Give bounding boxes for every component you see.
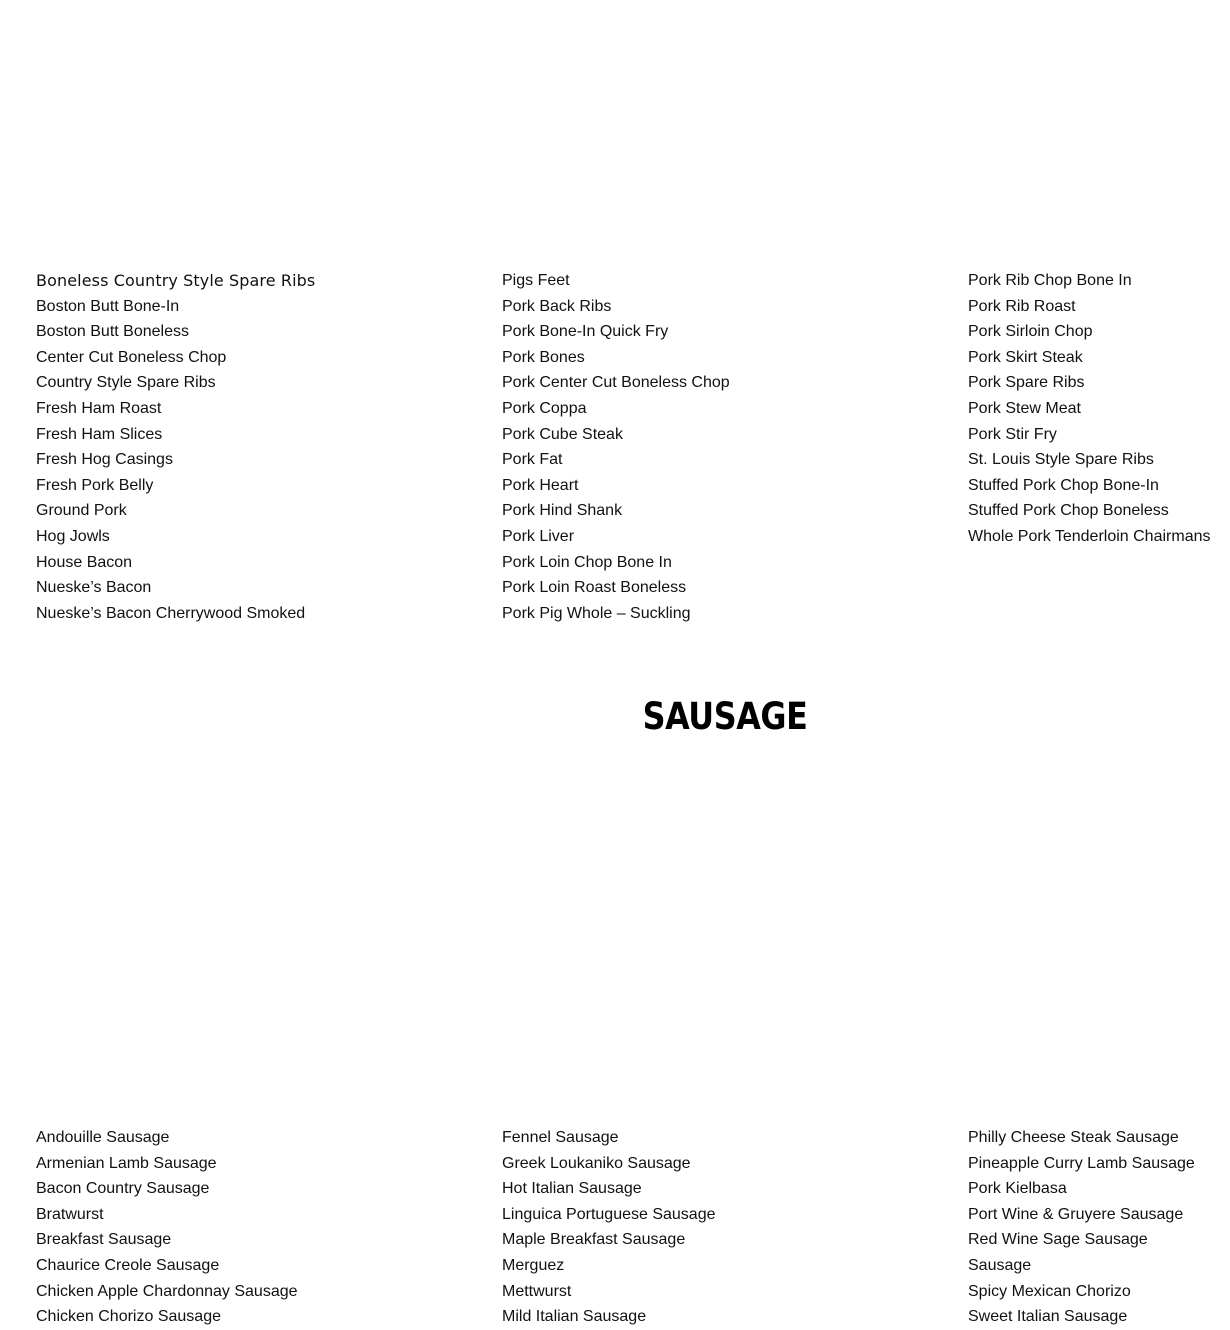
product-link[interactable]: Port Wine & Gruyere Sausage bbox=[968, 1202, 1195, 1228]
product-link[interactable]: House Bacon bbox=[36, 550, 315, 576]
product-link[interactable]: Pork Stew Meat bbox=[968, 396, 1210, 422]
product-link[interactable]: Pork Loin Roast Boneless bbox=[502, 575, 730, 601]
sausage-column-1 bbox=[36, 1125, 298, 1330]
product-link[interactable]: Ground Pork bbox=[36, 498, 315, 524]
pork-column-2 bbox=[502, 268, 730, 626]
sausage-section-heading: SAUSAGE bbox=[102, 692, 1230, 742]
product-link[interactable]: Chaurice Creole Sausage bbox=[36, 1253, 298, 1279]
product-link[interactable]: Pork Heart bbox=[502, 473, 730, 499]
product-link[interactable]: Red Wine Sage Sausage bbox=[968, 1227, 1195, 1253]
product-link[interactable]: Pineapple Curry Lamb Sausage bbox=[968, 1151, 1195, 1177]
product-link[interactable]: Pork Rib Chop Bone In bbox=[968, 268, 1210, 294]
product-link[interactable]: Pork Hind Shank bbox=[502, 498, 730, 524]
product-link[interactable]: Pork Skirt Steak bbox=[968, 345, 1210, 371]
product-link[interactable]: Breakfast Sausage bbox=[36, 1227, 298, 1253]
product-link[interactable]: Pork Coppa bbox=[502, 396, 730, 422]
product-link[interactable]: Chicken Apple Chardonnay Sausage bbox=[36, 1279, 298, 1305]
product-link[interactable]: Mild Italian Sausage bbox=[502, 1304, 716, 1330]
product-link[interactable]: Pork Pig Whole – Suckling bbox=[502, 601, 730, 627]
product-link[interactable]: Pork Spare Ribs bbox=[968, 370, 1210, 396]
product-link[interactable]: Fresh Hog Casings bbox=[36, 447, 315, 473]
product-link[interactable]: Fresh Ham Slices bbox=[36, 422, 315, 448]
product-link[interactable]: Chicken Chorizo Sausage bbox=[36, 1304, 298, 1330]
product-link[interactable]: Merguez bbox=[502, 1253, 716, 1279]
product-link[interactable]: Hog Jowls bbox=[36, 524, 315, 550]
product-link[interactable]: Fresh Pork Belly bbox=[36, 473, 315, 499]
product-link[interactable]: Sweet Italian Sausage bbox=[968, 1304, 1195, 1330]
product-link[interactable]: Fresh Ham Roast bbox=[36, 396, 315, 422]
product-link[interactable]: Boston Butt Bone-In bbox=[36, 294, 315, 320]
sausage-column-3 bbox=[968, 1125, 1195, 1330]
product-link[interactable]: Stuffed Pork Chop Bone-In bbox=[968, 473, 1210, 499]
product-link[interactable]: Pork Center Cut Boneless Chop bbox=[502, 370, 730, 396]
product-link[interactable]: Nueske’s Bacon Cherrywood Smoked bbox=[36, 601, 315, 627]
product-link[interactable]: Boston Butt Boneless bbox=[36, 319, 315, 345]
product-link[interactable]: Pigs Feet bbox=[502, 268, 730, 294]
product-link[interactable]: Pork Cube Steak bbox=[502, 422, 730, 448]
product-link[interactable]: Nueske’s Bacon bbox=[36, 575, 315, 601]
product-link[interactable]: Maple Breakfast Sausage bbox=[502, 1227, 716, 1253]
product-link[interactable]: Pork Back Ribs bbox=[502, 294, 730, 320]
product-link[interactable]: Sausage bbox=[968, 1253, 1195, 1279]
product-link[interactable]: Pork Loin Chop Bone In bbox=[502, 550, 730, 576]
product-link[interactable]: Pork Kielbasa bbox=[968, 1176, 1195, 1202]
product-link[interactable]: Philly Cheese Steak Sausage bbox=[968, 1125, 1195, 1151]
product-link[interactable]: Armenian Lamb Sausage bbox=[36, 1151, 298, 1177]
product-link[interactable]: Stuffed Pork Chop Boneless bbox=[968, 498, 1210, 524]
product-link[interactable]: Bacon Country Sausage bbox=[36, 1176, 298, 1202]
product-link[interactable]: St. Louis Style Spare Ribs bbox=[968, 447, 1210, 473]
product-link[interactable]: Pork Rib Roast bbox=[968, 294, 1210, 320]
product-link[interactable]: Country Style Spare Ribs bbox=[36, 370, 315, 396]
product-link[interactable]: Pork Stir Fry bbox=[968, 422, 1210, 448]
product-link[interactable]: Hot Italian Sausage bbox=[502, 1176, 716, 1202]
product-link[interactable]: Pork Liver bbox=[502, 524, 730, 550]
product-link[interactable]: Fennel Sausage bbox=[502, 1125, 716, 1151]
pork-column-1 bbox=[36, 268, 315, 626]
product-link[interactable]: Center Cut Boneless Chop bbox=[36, 345, 315, 371]
product-link[interactable]: Mettwurst bbox=[502, 1279, 716, 1305]
pork-column-3 bbox=[968, 268, 1210, 550]
product-link[interactable]: Pork Bones bbox=[502, 345, 730, 371]
sausage-column-2 bbox=[502, 1125, 716, 1330]
product-link[interactable]: Spicy Mexican Chorizo bbox=[968, 1279, 1195, 1305]
product-link[interactable]: Pork Sirloin Chop bbox=[968, 319, 1210, 345]
product-link[interactable]: Greek Loukaniko Sausage bbox=[502, 1151, 716, 1177]
product-link[interactable]: Boneless Country Style Spare Ribs bbox=[36, 268, 315, 294]
product-link[interactable]: Whole Pork Tenderloin Chairmans bbox=[968, 524, 1210, 550]
product-link[interactable]: Linguica Portuguese Sausage bbox=[502, 1202, 716, 1228]
product-link[interactable]: Pork Bone-In Quick Fry bbox=[502, 319, 730, 345]
product-link[interactable]: Andouille Sausage bbox=[36, 1125, 298, 1151]
product-link[interactable]: Pork Fat bbox=[502, 447, 730, 473]
product-link[interactable]: Bratwurst bbox=[36, 1202, 298, 1228]
